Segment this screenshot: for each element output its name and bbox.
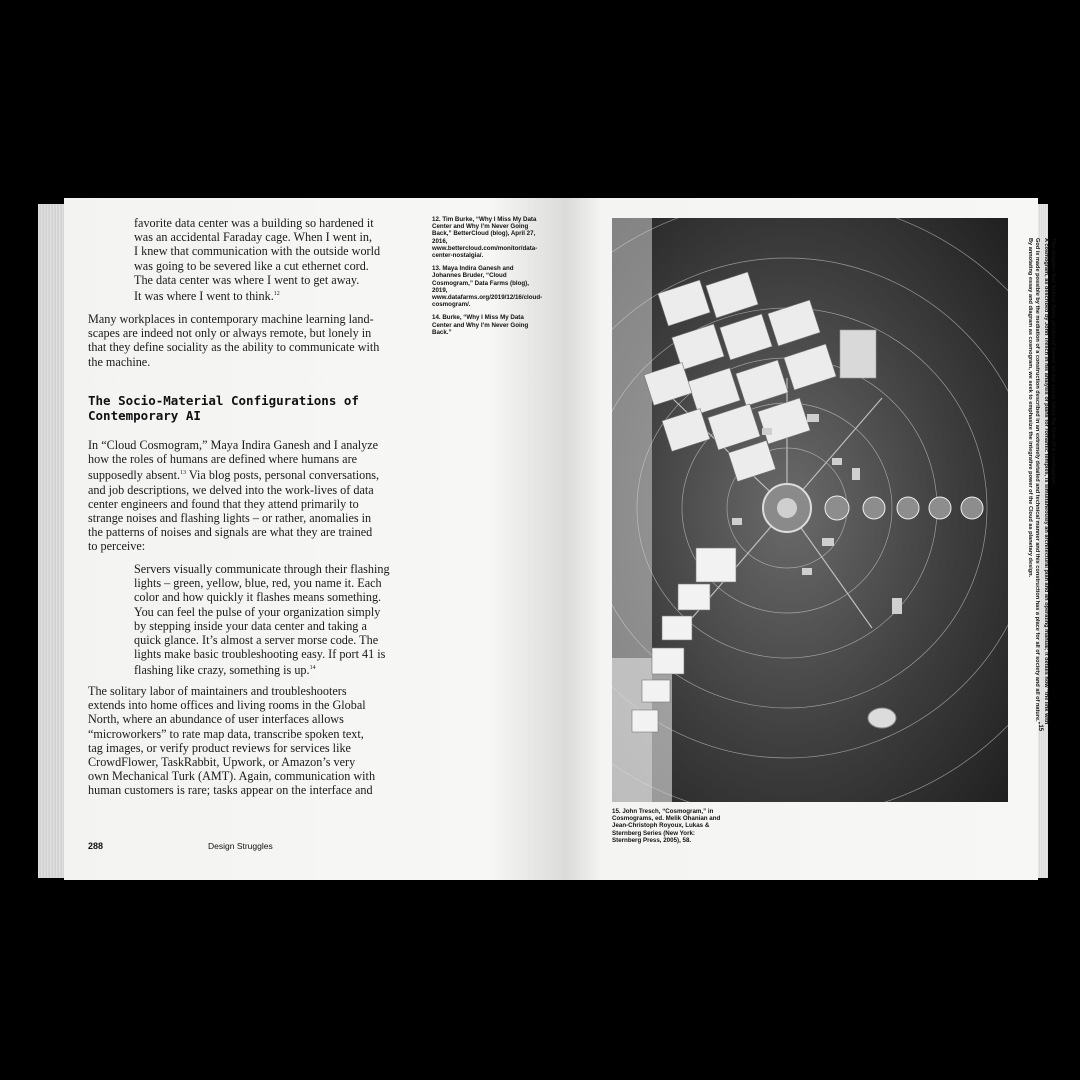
running-head: Design Struggles bbox=[208, 841, 273, 851]
quote2-line: You can feel the pulse of your organization simply bbox=[134, 604, 381, 619]
open-book bbox=[38, 198, 1056, 880]
para1-line: scapes are indeed not only or always remote, but lonely in bbox=[88, 326, 372, 341]
para2-line: and job descriptions, we delved into the work-lives of data bbox=[88, 482, 374, 497]
para3-line: CrowdFlower, TaskRabbit, Upwork, or Amazon’s very bbox=[88, 755, 356, 770]
figure-caption: 15. John Tresch, “Cosmogram,” in Cosmograms, ed. Melik Ohanian and Jean-Christoph Royoux, Lukas & Sternberg Series (New York: Sternberg Press, 2005), 58. bbox=[612, 808, 721, 844]
footnotes-column bbox=[432, 216, 544, 342]
para2-line: In “Cloud Cosmogram,” Maya Indira Ganesh and I analyze bbox=[88, 438, 379, 452]
quote2-line: by stepping inside your data center and taking a bbox=[134, 618, 367, 633]
quote2-line: Servers visually communicate through their flashing bbox=[134, 562, 390, 576]
side-caption-line bbox=[1033, 238, 1042, 798]
block-quote-2 bbox=[134, 562, 424, 678]
note-ref-15: 15 bbox=[1036, 724, 1043, 732]
para3-line: “microworkers” to rate map data, transcribe spoken text, bbox=[88, 726, 364, 741]
para2-line: strange noises and flashing lights – or rather, anomalies in bbox=[88, 511, 372, 526]
para3-line: North, where an abundance of user interfaces allows bbox=[88, 712, 344, 727]
quote1-line: It was where I went to think. bbox=[134, 289, 274, 304]
note-ref-12: 12 bbox=[273, 291, 280, 298]
para1-line: the machine. bbox=[88, 354, 151, 369]
cosmogram-illustration bbox=[612, 218, 1008, 802]
block-quote-1 bbox=[134, 216, 424, 303]
footnote-12: 12. Tim Burke, “Why I Miss My Data Center and Why I’m Never Going Back,” BetterCloud (blog), April 27, 2016, www.bettercloud.com/monitor/data-center-nostalgia/. bbox=[432, 216, 538, 260]
paragraph-1 bbox=[88, 312, 418, 369]
para2-line: supposedly absent. bbox=[88, 468, 181, 483]
para2-line: Via blog posts, personal conversations, bbox=[186, 468, 380, 483]
cosmogram-figure bbox=[612, 218, 1008, 802]
quote2-line: lights make basic troubleshooting easy. If port 41 is bbox=[134, 647, 386, 662]
quote1-line: was going to be severed like a cut ethernet cord. bbox=[134, 258, 369, 273]
quote1-line: favorite data center was a building so hardened it bbox=[134, 216, 374, 230]
left-page bbox=[64, 198, 564, 880]
para3-line: human customers is rare; tasks appear on the interface and bbox=[88, 783, 373, 798]
quote2-line: quick glance. It’s almost a server morse code. The bbox=[134, 633, 379, 648]
para3-line: extends into home offices and living rooms in the Global bbox=[88, 698, 366, 713]
note-ref-13: 13 bbox=[180, 470, 187, 477]
page-number: 288 bbox=[88, 841, 104, 851]
quote2-line: color and how quickly it flashes means something. bbox=[134, 590, 382, 605]
para1-line: that they define sociality as the ability to communicate with bbox=[88, 340, 380, 355]
para2-line: the patterns of noises and signals are what they are trained bbox=[88, 525, 373, 540]
para3-line: own Mechanical Turk (AMT). Again, communication with bbox=[88, 769, 376, 784]
side-caption bbox=[1016, 238, 1056, 798]
para3-line: tag images, or verify product reviews for services like bbox=[88, 740, 351, 755]
side-caption-line: By annotating essay and diagram as cosmogram, we seek to emphasize the integrative power of the Cloud as planetary design. bbox=[1027, 238, 1034, 578]
quote1-line: The data center was where I went to get away. bbox=[134, 272, 360, 287]
paragraph-2 bbox=[88, 438, 418, 554]
right-page bbox=[564, 198, 1056, 880]
footnote-13: 13. Maya Indira Ganesh and Johannes Bruder, “Cloud Cosmogram,” Data Farms (blog), 2019, www.datafarms.org/2019/12/16/cloud-cosmogram/. bbox=[432, 265, 543, 309]
heading-line: The Socio-Material Configurations of bbox=[88, 393, 359, 408]
footnote-14: 14. Burke, “Why I Miss My Data Center and Why I’m Never Going Back.” bbox=[432, 314, 529, 336]
paragraph-3 bbox=[88, 684, 418, 798]
section-heading bbox=[88, 393, 388, 423]
quote2-line: lights – green, yellow, blue, red, you name it. Each bbox=[134, 576, 382, 591]
quote1-line: was an accidental Faraday cage. When I went in, bbox=[134, 230, 373, 245]
para2-line: how the roles of humans are defined where humans are bbox=[88, 452, 358, 467]
para1-line: Many workplaces in contemporary machine learning land- bbox=[88, 312, 374, 326]
para2-line: to perceive: bbox=[88, 539, 146, 554]
side-caption-text: God is made possible by the mediation of a construction described in an extremely detailed and technical manner and this construction has a place for all of society and all of nature.” bbox=[1033, 238, 1040, 725]
note-ref-14: 14 bbox=[309, 665, 316, 672]
quote2-line: flashing like crazy, something is up. bbox=[134, 663, 310, 678]
para2-line: center engineers and found that they attend primarily to bbox=[88, 496, 359, 511]
heading-line: Contemporary AI bbox=[88, 408, 201, 423]
para3-line: The solitary labor of maintainers and troubleshooters bbox=[88, 684, 347, 698]
quote1-line: I knew that communication with the outside world bbox=[134, 244, 381, 259]
side-caption-line: A cosmogram, as described by John Tresch in his analysis of plans for romantic temples, is simultaneously an architectural plan and an operating manual; it details how “the link with bbox=[1043, 238, 1050, 725]
side-caption-line: The diagram that Selena Savic produced based on our essay takes the form of a cosmogram. bbox=[1050, 238, 1056, 486]
